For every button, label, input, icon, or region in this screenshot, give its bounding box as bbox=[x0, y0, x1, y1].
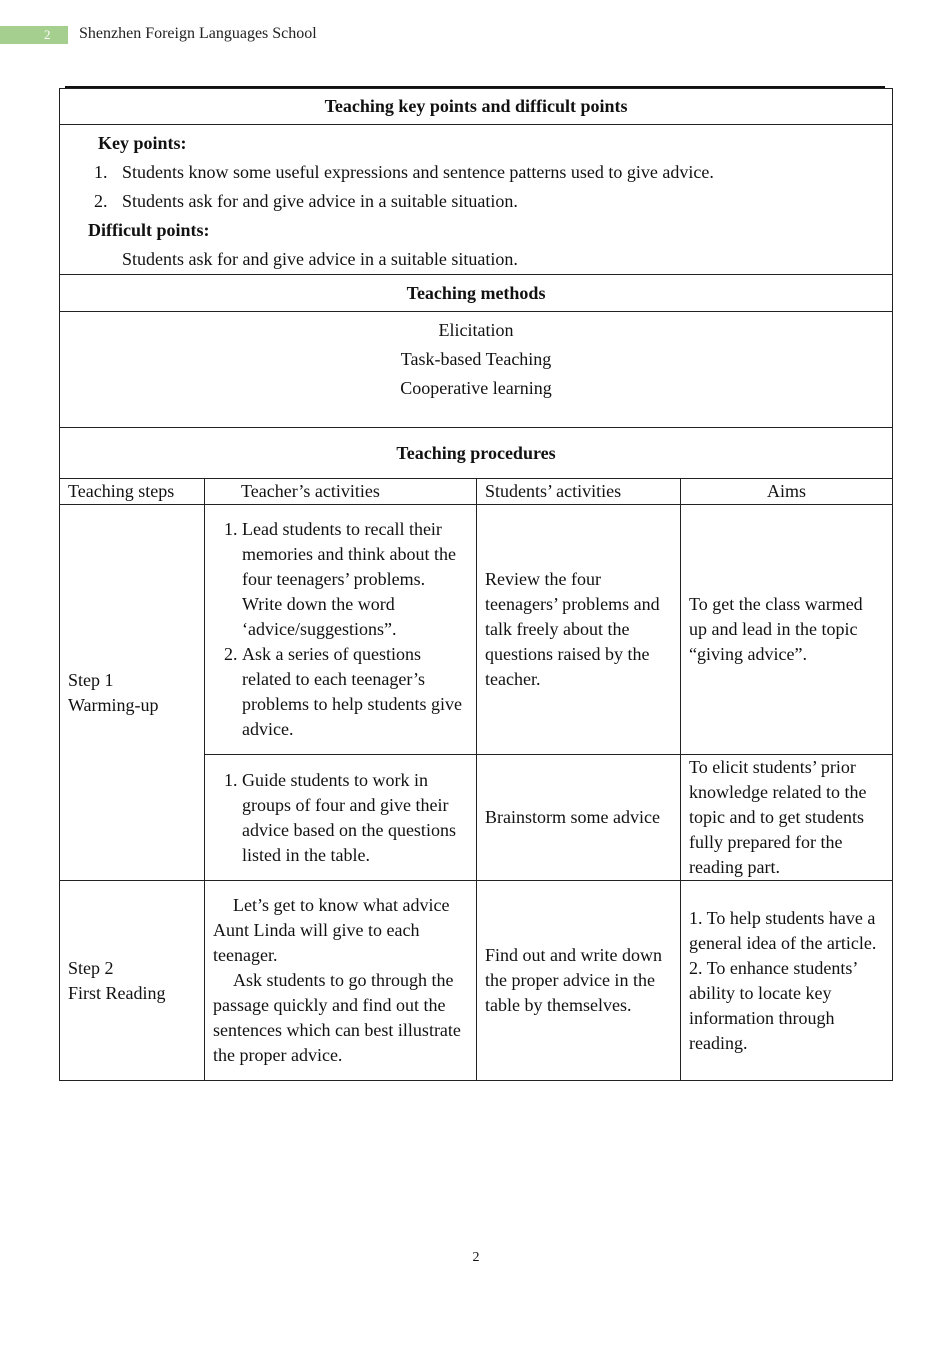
step1-subtitle: Warming-up bbox=[68, 694, 159, 715]
step2-teacher-activities bbox=[205, 881, 477, 1081]
methods-title-row bbox=[60, 275, 893, 312]
teacher-paragraph: Ask students to go through the passage quickly and find out the sentences which can best illustrate the proper advice. bbox=[213, 970, 461, 1065]
header-page-tab bbox=[0, 26, 68, 44]
column-header: Teacher’s activities bbox=[205, 479, 477, 505]
step1-row1 bbox=[60, 505, 893, 755]
step1-aims-2: To elicit students’ prior knowledge related to the topic and to get students fully prepared for the reading part. bbox=[681, 755, 893, 881]
key-points-row bbox=[60, 125, 893, 275]
column-header: Teaching steps bbox=[60, 479, 205, 505]
key-points-title-row bbox=[60, 89, 893, 125]
difficult-points-text: Students ask for and give advice in a suitable situation. bbox=[122, 249, 518, 269]
step1-teacher-activities-2 bbox=[205, 755, 477, 881]
step1-name: Step 1 bbox=[68, 669, 114, 690]
difficult-points-label: Difficult points: bbox=[88, 220, 210, 240]
step1-students-activities: Review the four teenagers’ problems and talk freely about the questions raised by the teacher. bbox=[477, 505, 681, 755]
key-point-item: 1. Students know some useful expressions and sentence patterns used to give advice. bbox=[94, 162, 714, 182]
step2-subtitle: First Reading bbox=[68, 982, 166, 1003]
teacher-activity-item: 2. Ask a series of questions related to each teenager’s problems to help students give advice. bbox=[242, 642, 468, 742]
column-header: Aims bbox=[681, 479, 893, 505]
methods-row bbox=[60, 312, 893, 428]
step1-teacher-activities bbox=[205, 505, 477, 755]
methods-title: Teaching methods bbox=[60, 275, 893, 312]
step2-aims bbox=[681, 881, 893, 1081]
lesson-plan-table bbox=[59, 88, 893, 1081]
header-school-name: Shenzhen Foreign Languages School bbox=[79, 25, 317, 42]
aim-item: 2. To enhance students’ ability to locate key information through reading. bbox=[689, 957, 858, 1053]
step1-aims: To get the class warmed up and lead in the topic “giving advice”. bbox=[681, 505, 893, 755]
column-header: Students’ activities bbox=[477, 479, 681, 505]
step1-students-activities-2: Brainstorm some advice bbox=[477, 755, 681, 881]
procedures-header-row bbox=[60, 479, 893, 505]
step2-name-cell bbox=[60, 881, 205, 1081]
key-points-cell bbox=[60, 125, 893, 275]
key-points-title: Teaching key points and difficult points bbox=[60, 89, 893, 125]
aim-item: 1. To help students have a general idea of the article. bbox=[689, 907, 877, 953]
step2-name: Step 2 bbox=[68, 957, 114, 978]
method-item: Task-based Teaching bbox=[400, 349, 552, 369]
key-point-item: 2. Students ask for and give advice in a suitable situation. bbox=[94, 191, 518, 211]
step2-students-activities: Find out and write down the proper advice in the table by themselves. bbox=[477, 881, 681, 1081]
methods-cell bbox=[60, 312, 893, 428]
teacher-activity-item: 1. Lead students to recall their memories and think about the four teenagers’ problems. Write down the word ‘advice/suggestions”. bbox=[242, 517, 468, 642]
method-item: Elicitation bbox=[438, 320, 514, 340]
procedures-title-row bbox=[60, 428, 893, 479]
step1-name-cell bbox=[60, 505, 205, 881]
method-item: Cooperative learning bbox=[400, 378, 552, 398]
key-points-label: Key points: bbox=[98, 133, 187, 153]
teacher-paragraph: Let’s get to know what advice Aunt Linda will give to each teenager. bbox=[213, 895, 450, 965]
procedures-title: Teaching procedures bbox=[60, 428, 893, 479]
teacher-activity-item: 1. Guide students to work in groups of four and give their advice based on the questions listed in the table. bbox=[242, 768, 468, 868]
page-number: 2 bbox=[472, 1250, 480, 1265]
header-page-number: 2 bbox=[44, 27, 51, 42]
step2-row bbox=[60, 881, 893, 1081]
